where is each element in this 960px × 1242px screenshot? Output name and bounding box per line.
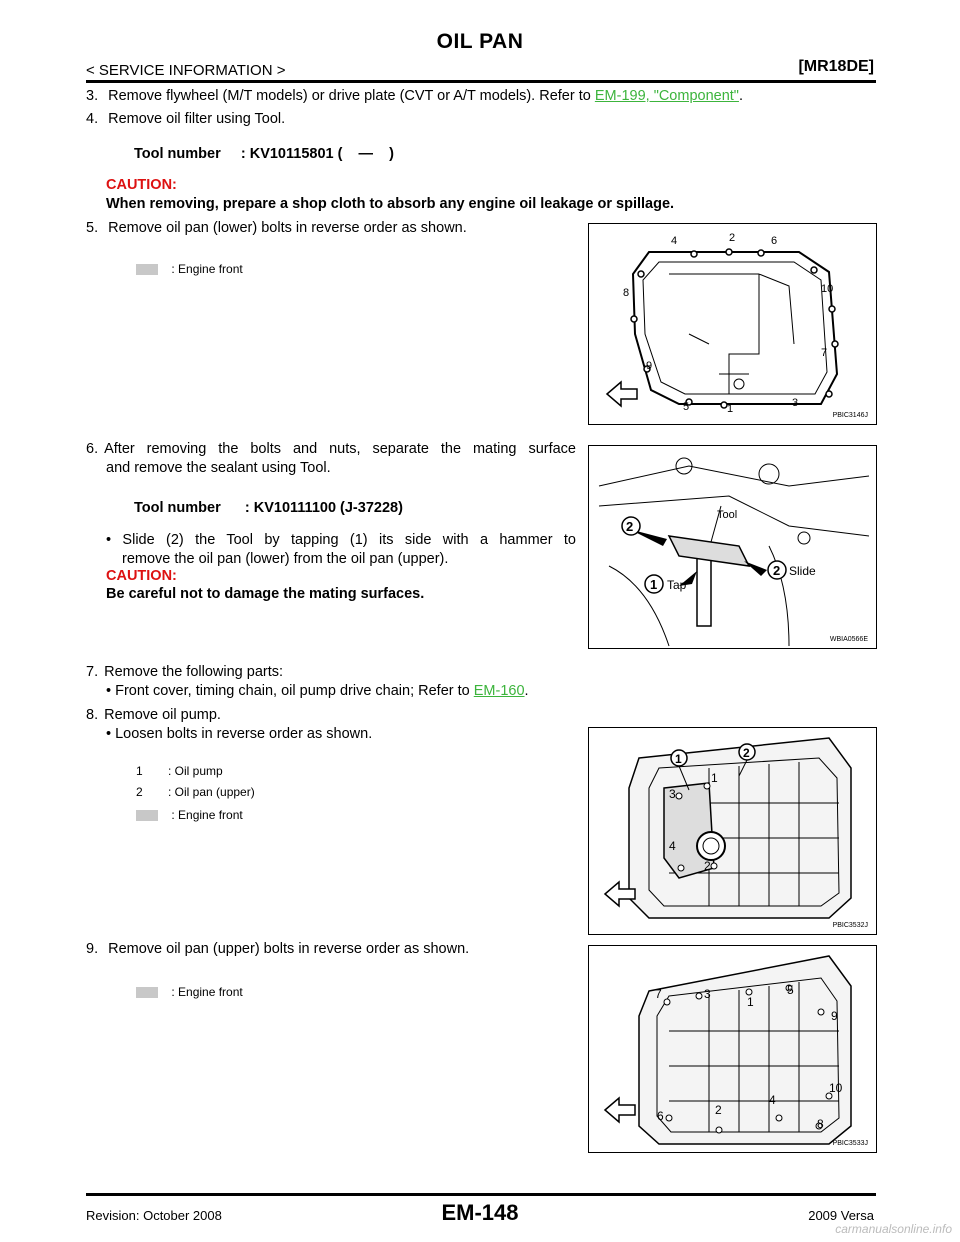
engine-front-arrow-icon — [607, 382, 637, 406]
bolt-label-2: 2 — [729, 232, 736, 244]
legend-fig3-3: : Engine front — [136, 808, 243, 822]
engine-front-swatch — [136, 810, 158, 821]
figure-separate-tool — [588, 445, 877, 649]
figure-code: WBIA0566E — [829, 636, 868, 643]
callout-2: 2 — [743, 746, 750, 760]
legend-fig4: : Engine front — [136, 985, 243, 999]
vehicle-label: 2009 Versa — [808, 1208, 874, 1223]
engine-front-swatch — [136, 264, 158, 275]
model-label: [MR18DE] — [798, 58, 874, 75]
callout-2-slide: 2 — [773, 563, 781, 578]
figure-code: PBIC3533J — [832, 1140, 868, 1147]
callout-2-tool: 2 — [626, 519, 634, 534]
bolt-label-2: 2 — [715, 1103, 722, 1117]
bolt-label-4: 4 — [669, 839, 676, 853]
tool-number-1: Tool number : KV10115801 ( — ) — [134, 146, 394, 162]
oil-pump-diagram — [589, 728, 876, 934]
tap-label: Tap — [667, 578, 687, 592]
step-3: 3. Remove flywheel (M/T models) or drive plate (CVT or A/T models). Refer to EM-199, "Component". — [86, 88, 743, 104]
bolt-label-6: 6 — [657, 1109, 664, 1123]
callout-1-tap: 1 — [650, 577, 658, 592]
bolt-label-9: 9 — [831, 1009, 838, 1023]
bolt-label-10: 10 — [821, 283, 834, 295]
bolt-label-3: 3 — [669, 787, 676, 801]
step-7: 7. Remove the following parts: • Front cover, timing chain, oil pump drive chain; Refer to EM-160. — [86, 664, 529, 699]
engine-front-swatch — [136, 987, 158, 998]
step-8: 8. Remove oil pump. • Loosen bolts in reverse order as shown. — [86, 707, 373, 742]
bolt-label-1: 1 — [711, 771, 718, 785]
figure-code: PBIC3532J — [832, 922, 868, 929]
watermark: carmanualsonline.info — [835, 1222, 952, 1236]
link-em-199[interactable]: EM-199, "Component" — [594, 88, 739, 104]
tool-label: Tool — [717, 509, 738, 521]
bolt-label-4: 4 — [671, 235, 678, 247]
link-em-160[interactable]: EM-160 — [473, 683, 525, 699]
caution-label-2: CAUTION: — [106, 568, 177, 584]
header-rule — [86, 80, 876, 83]
legend-fig3-2: 2 : Oil pan (upper) — [136, 785, 255, 799]
separator-tool-diagram — [589, 446, 876, 648]
bolt-label-5: 5 — [683, 401, 690, 413]
bolt-label-1: 1 — [727, 403, 734, 415]
footer-rule — [86, 1193, 876, 1196]
step-9: 9. Remove oil pan (upper) bolts in reverse order as shown. — [86, 941, 470, 957]
engine-front-arrow-icon — [605, 1098, 635, 1122]
step-6: 6. After removing the bolts and nuts, separate the mating surface and remove the sealant using Tool. — [86, 441, 576, 476]
bolt-label-2: 2 — [704, 859, 711, 873]
bolt-label-6: 6 — [771, 235, 778, 247]
bolt-label-7: 7 — [821, 347, 828, 359]
bolt-label-5: 5 — [787, 983, 794, 997]
bolt-label-3: 3 — [792, 397, 799, 409]
tool-number-2: Tool number : KV10111100 (J-37228) — [134, 500, 403, 516]
slide-label: Slide — [789, 564, 816, 578]
caution-text-2: Be careful not to damage the mating surfaces. — [106, 586, 425, 602]
revision-date: Revision: October 2008 — [86, 1208, 222, 1223]
bolt-label-10: 10 — [829, 1081, 843, 1095]
legend-fig3-1: 1 : Oil pump — [136, 764, 223, 778]
bolt-label-7: 7 — [655, 987, 662, 1001]
figure-oil-pump — [588, 727, 877, 935]
legend-fig1: : Engine front — [136, 262, 243, 276]
oil-pan-upper-diagram — [589, 946, 876, 1152]
page-number: EM-148 — [441, 1200, 519, 1225]
oil-pan-lower-diagram — [589, 224, 876, 424]
figure-oil-pan-lower — [588, 223, 877, 425]
callout-1: 1 — [675, 752, 682, 766]
caution-text-1: When removing, prepare a shop cloth to absorb any engine oil leakage or spillage. — [106, 196, 675, 212]
caution-label-1: CAUTION: — [106, 177, 177, 193]
page-title: OIL PAN — [436, 30, 524, 53]
step-4: 4. Remove oil filter using Tool. — [86, 111, 286, 127]
step-5: 5. Remove oil pan (lower) bolts in reverse order as shown. — [86, 220, 467, 236]
figure-code: PBIC3146J — [832, 412, 868, 419]
bolt-label-1: 1 — [747, 995, 754, 1009]
bolt-label-8: 8 — [623, 287, 630, 299]
bolt-label-9: 9 — [646, 360, 653, 372]
bolt-label-3: 3 — [704, 987, 711, 1001]
bolt-label-8: 8 — [817, 1117, 824, 1131]
section-label: < SERVICE INFORMATION > — [86, 62, 286, 79]
figure-oil-pan-upper — [588, 945, 877, 1153]
bolt-label-4: 4 — [769, 1093, 776, 1107]
step-6-bullet: • Slide (2) the Tool by tapping (1) its side with a hammer to remove the oil pan (lower) from the oil pan (upper). — [106, 532, 576, 567]
